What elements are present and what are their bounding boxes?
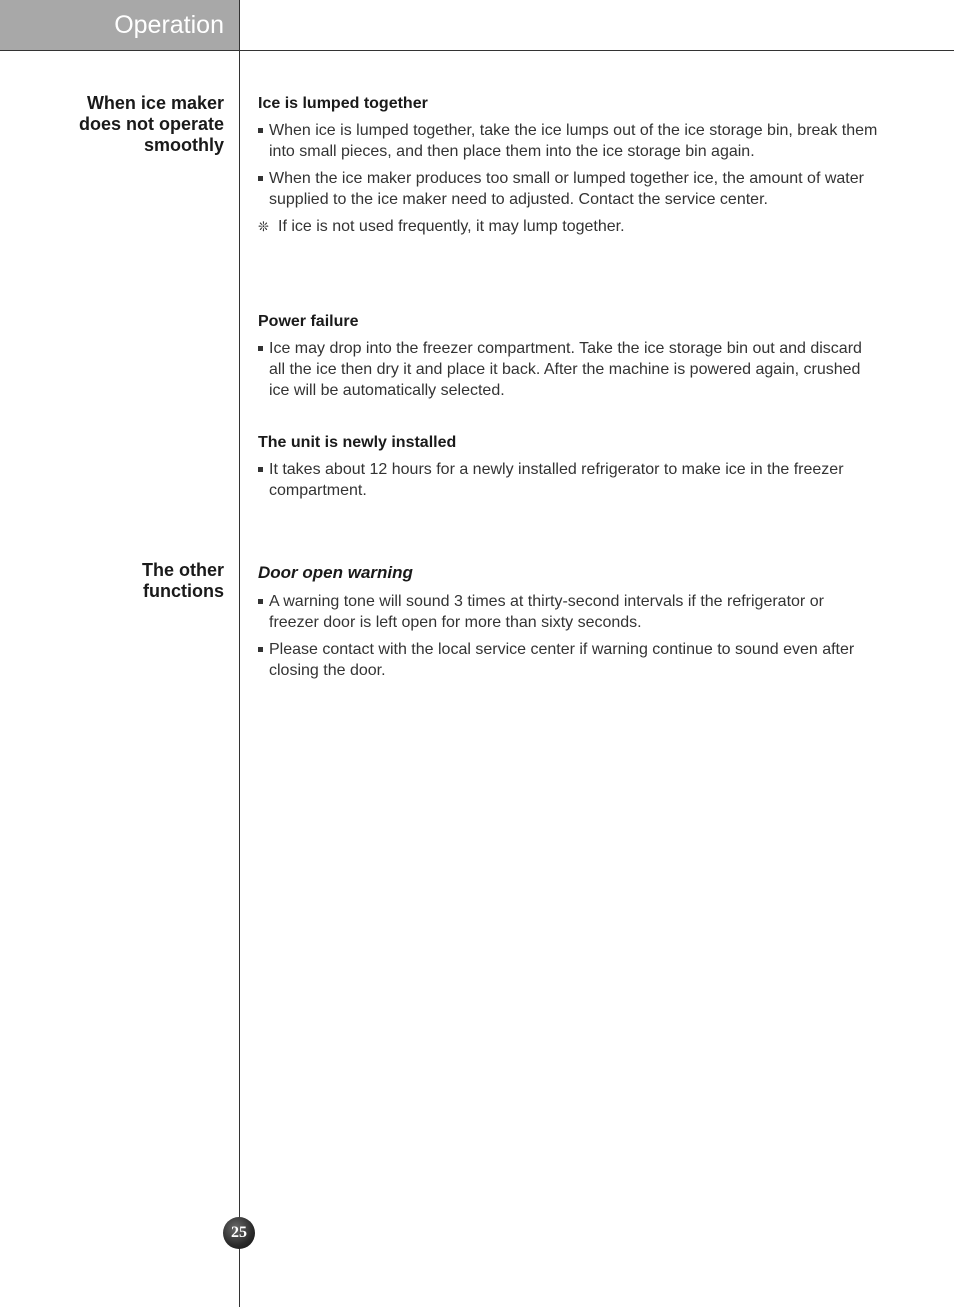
section-heading: Ice is lumped together [258, 95, 428, 112]
bullet-item [258, 168, 878, 210]
bullet-square-icon [258, 128, 263, 133]
side-label-line: does not operate [78, 114, 224, 134]
side-label-line: The other [141, 560, 224, 580]
bullet-text: When ice is lumped together, take the ice lumps out of the ice storage bin, break them into small pieces, and then place them into the ice storage bin again. [269, 122, 878, 160]
section-door-open-warning [258, 563, 878, 687]
bullet-item [258, 591, 878, 633]
bullet-square-icon [258, 467, 263, 472]
section-heading: Door open warning [258, 563, 413, 582]
bullet-text: Ice may drop into the freezer compartment. Take the ice storage bin out and discard all the ice then dry it and place it back. After the machine is powered again, crushed ice will be automatically selected. [269, 340, 862, 399]
bullet-text: A warning tone will sound 3 times at thirty-second intervals if the refrigerator or freezer door is left open for more than sixty seconds. [269, 593, 824, 631]
page-number-badge: 25 [223, 1217, 255, 1249]
bullet-item [258, 120, 878, 162]
column-divider [239, 0, 240, 1307]
bullet-square-icon [258, 599, 263, 604]
note-star-icon: ❊ [258, 219, 269, 234]
bullet-text: It takes about 12 hours for a newly installed refrigerator to make ice in the freezer compartment. [269, 461, 844, 499]
bullet-square-icon [258, 346, 263, 351]
note-text: If ice is not used frequently, it may lump together. [278, 218, 625, 235]
section-newly-installed [258, 433, 878, 507]
side-label-line: When ice maker [86, 93, 224, 113]
section-power-failure [258, 312, 878, 407]
bullet-text: When the ice maker produces too small or lumped together ice, the amount of water supplied to the ice maker need to adjusted. Contact the service center. [269, 170, 864, 208]
bullet-item [258, 459, 878, 501]
section-heading: Power failure [258, 313, 359, 330]
side-label-ice-maker [79, 93, 224, 156]
side-label-other-functions [142, 560, 224, 602]
bullet-item [258, 338, 878, 401]
side-label-line: smoothly [143, 135, 224, 155]
page-title: Operation [114, 11, 224, 39]
side-label-line: functions [143, 581, 224, 601]
bullet-square-icon [258, 647, 263, 652]
section-ice-lumped [258, 94, 878, 237]
note-item [258, 216, 878, 237]
bullet-item [258, 639, 878, 681]
header-rule [0, 50, 954, 51]
header-box [0, 0, 239, 50]
section-heading: The unit is newly installed [258, 434, 457, 451]
bullet-square-icon [258, 176, 263, 181]
bullet-text: Please contact with the local service center if warning continue to sound even after closing the door. [269, 641, 855, 679]
